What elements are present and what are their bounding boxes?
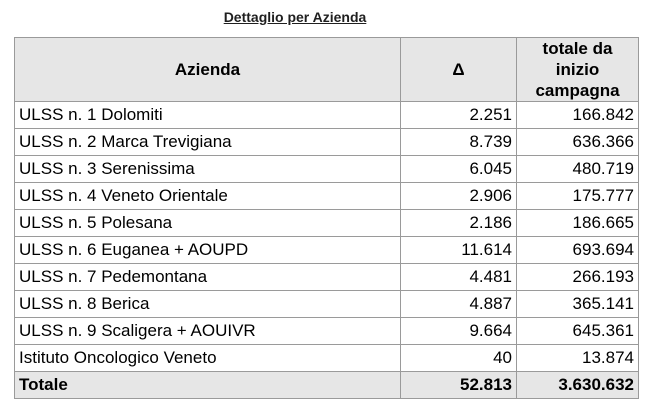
azienda-table — [14, 37, 639, 399]
cell-totale: 166.842 — [517, 102, 639, 129]
cell-azienda: ULSS n. 2 Marca Trevigiana — [15, 129, 401, 156]
table-row — [15, 345, 639, 372]
cell-delta: 2.251 — [401, 102, 517, 129]
cell-totale: 175.777 — [517, 183, 639, 210]
cell-delta: 4.887 — [401, 291, 517, 318]
cell-totale: 13.874 — [517, 345, 639, 372]
cell-totale: 365.141 — [517, 291, 639, 318]
table-row — [15, 183, 639, 210]
cell-totale: 636.366 — [517, 129, 639, 156]
total-row — [15, 372, 639, 399]
table-row — [15, 264, 639, 291]
cell-delta: 6.045 — [401, 156, 517, 183]
table-row — [15, 129, 639, 156]
table-body — [15, 102, 639, 399]
cell-azienda: ULSS n. 3 Serenissima — [15, 156, 401, 183]
cell-totale: 186.665 — [517, 210, 639, 237]
cell-azienda: ULSS n. 9 Scaligera + AOUIVR — [15, 318, 401, 345]
cell-azienda: ULSS n. 1 Dolomiti — [15, 102, 401, 129]
cell-azienda: ULSS n. 8 Berica — [15, 291, 401, 318]
cell-delta: 9.664 — [401, 318, 517, 345]
table-row — [15, 291, 639, 318]
cell-azienda: ULSS n. 5 Polesana — [15, 210, 401, 237]
cell-azienda: Istituto Oncologico Veneto — [15, 345, 401, 372]
header-totale: totale da inizio campagna — [517, 38, 639, 102]
cell-azienda: ULSS n. 4 Veneto Orientale — [15, 183, 401, 210]
table-caption — [0, 9, 590, 25]
cell-delta: 2.186 — [401, 210, 517, 237]
header-azienda: Azienda — [15, 38, 401, 102]
cell-totale: 266.193 — [517, 264, 639, 291]
cell-delta: 4.481 — [401, 264, 517, 291]
cell-totale: 693.694 — [517, 237, 639, 264]
cell-totale: 645.361 — [517, 318, 639, 345]
cell-delta: 8.739 — [401, 129, 517, 156]
cell-totale: 480.719 — [517, 156, 639, 183]
table-row — [15, 102, 639, 129]
total-totale: 3.630.632 — [517, 372, 639, 399]
table-row — [15, 237, 639, 264]
total-label: Totale — [15, 372, 401, 399]
total-delta: 52.813 — [401, 372, 517, 399]
header-delta: Δ — [401, 38, 517, 102]
table-caption-text: Dettaglio per Azienda — [223, 9, 367, 25]
header-row — [15, 38, 639, 102]
cell-delta: 40 — [401, 345, 517, 372]
cell-delta: 2.906 — [401, 183, 517, 210]
cell-azienda: ULSS n. 7 Pedemontana — [15, 264, 401, 291]
cell-azienda: ULSS n. 6 Euganea + AOUPD — [15, 237, 401, 264]
table-row — [15, 210, 639, 237]
table-row — [15, 318, 639, 345]
cell-delta: 11.614 — [401, 237, 517, 264]
table-row — [15, 156, 639, 183]
